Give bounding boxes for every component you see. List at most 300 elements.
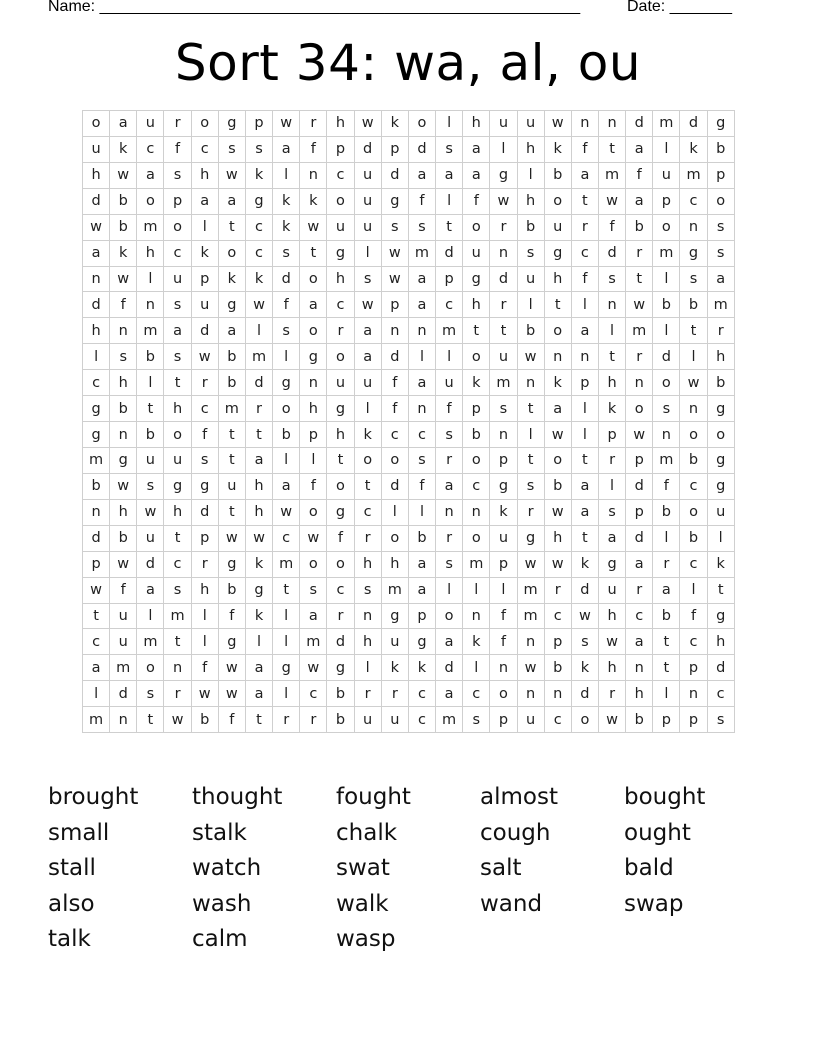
word-list-item: stalk bbox=[192, 819, 247, 846]
grid-cell: o bbox=[490, 681, 517, 707]
grid-cell: r bbox=[436, 447, 463, 473]
grid-cell: n bbox=[680, 214, 707, 240]
grid-cell: r bbox=[300, 111, 327, 137]
grid-cell: g bbox=[164, 473, 191, 499]
grid-cell: u bbox=[137, 111, 164, 137]
grid-cell: m bbox=[137, 214, 164, 240]
grid-row bbox=[83, 707, 735, 733]
grid-cell: n bbox=[598, 292, 625, 318]
grid-cell: p bbox=[680, 707, 707, 733]
grid-cell: d bbox=[490, 266, 517, 292]
grid-cell: g bbox=[490, 162, 517, 188]
grid-cell: w bbox=[598, 629, 625, 655]
word-list-item: stall bbox=[48, 855, 96, 882]
grid-cell: b bbox=[653, 292, 680, 318]
grid-cell: w bbox=[598, 188, 625, 214]
grid-cell: w bbox=[680, 370, 707, 396]
grid-cell: h bbox=[517, 188, 544, 214]
grid-cell: d bbox=[381, 473, 408, 499]
grid-cell: w bbox=[626, 292, 653, 318]
grid-cell: o bbox=[463, 344, 490, 370]
grid-cell: b bbox=[680, 292, 707, 318]
word-search-grid bbox=[82, 110, 735, 733]
grid-cell: o bbox=[300, 499, 327, 525]
grid-cell: m bbox=[598, 162, 625, 188]
grid-cell: o bbox=[653, 370, 680, 396]
grid-row bbox=[83, 422, 735, 448]
grid-cell: m bbox=[164, 603, 191, 629]
grid-cell: h bbox=[110, 499, 137, 525]
grid-cell: c bbox=[707, 681, 734, 707]
grid-cell: c bbox=[354, 499, 381, 525]
grid-cell: u bbox=[490, 111, 517, 137]
grid-cell: b bbox=[83, 473, 110, 499]
grid-cell: s bbox=[408, 447, 435, 473]
grid-cell: h bbox=[300, 396, 327, 422]
grid-cell: k bbox=[218, 266, 245, 292]
page-title: Sort 34: wa, al, ou bbox=[174, 34, 642, 92]
grid-cell: t bbox=[327, 447, 354, 473]
grid-cell: u bbox=[490, 344, 517, 370]
grid-cell: g bbox=[381, 603, 408, 629]
grid-cell: l bbox=[408, 499, 435, 525]
grid-cell: o bbox=[83, 111, 110, 137]
grid-cell: w bbox=[544, 422, 571, 448]
grid-cell: n bbox=[517, 370, 544, 396]
grid-cell: a bbox=[436, 162, 463, 188]
grid-cell: f bbox=[381, 370, 408, 396]
grid-cell: r bbox=[653, 551, 680, 577]
grid-row bbox=[83, 370, 735, 396]
grid-cell: a bbox=[463, 136, 490, 162]
grid-cell: g bbox=[707, 473, 734, 499]
grid-cell: s bbox=[571, 629, 598, 655]
grid-cell: n bbox=[598, 111, 625, 137]
grid-cell: m bbox=[517, 603, 544, 629]
grid-cell: c bbox=[680, 188, 707, 214]
grid-cell: g bbox=[327, 499, 354, 525]
grid-cell: m bbox=[490, 370, 517, 396]
grid-cell: b bbox=[707, 136, 734, 162]
grid-cell: l bbox=[680, 344, 707, 370]
grid-cell: g bbox=[191, 473, 218, 499]
grid-cell: s bbox=[164, 344, 191, 370]
grid-cell: t bbox=[653, 655, 680, 681]
grid-cell: k bbox=[571, 551, 598, 577]
grid-row bbox=[83, 318, 735, 344]
grid-cell: s bbox=[164, 292, 191, 318]
grid-cell: f bbox=[598, 214, 625, 240]
grid-cell: k bbox=[273, 214, 300, 240]
grid-cell: p bbox=[653, 188, 680, 214]
grid-cell: p bbox=[626, 499, 653, 525]
grid-cell: n bbox=[164, 655, 191, 681]
grid-cell: c bbox=[680, 551, 707, 577]
grid-cell: f bbox=[164, 136, 191, 162]
grid-cell: h bbox=[544, 525, 571, 551]
grid-cell: r bbox=[517, 499, 544, 525]
grid-cell: m bbox=[300, 629, 327, 655]
word-list-item: chalk bbox=[336, 819, 398, 846]
grid-cell: k bbox=[463, 370, 490, 396]
grid-cell: s bbox=[381, 214, 408, 240]
grid-cell: s bbox=[517, 473, 544, 499]
grid-cell: r bbox=[626, 344, 653, 370]
grid-cell: c bbox=[83, 370, 110, 396]
grid-cell: r bbox=[626, 240, 653, 266]
grid-cell: b bbox=[544, 655, 571, 681]
grid-cell: t bbox=[218, 447, 245, 473]
word-list-item: almost bbox=[480, 784, 558, 810]
grid-row bbox=[83, 396, 735, 422]
grid-cell: g bbox=[408, 629, 435, 655]
grid-cell: b bbox=[626, 214, 653, 240]
grid-cell: u bbox=[137, 447, 164, 473]
grid-cell: t bbox=[245, 422, 272, 448]
grid-cell: l bbox=[273, 344, 300, 370]
grid-cell: o bbox=[354, 447, 381, 473]
grid-cell: n bbox=[653, 422, 680, 448]
grid-cell: l bbox=[137, 370, 164, 396]
grid-cell: d bbox=[191, 499, 218, 525]
grid-cell: b bbox=[680, 447, 707, 473]
word-list-item: cough bbox=[480, 819, 551, 846]
grid-cell: u bbox=[490, 525, 517, 551]
grid-cell: d bbox=[137, 551, 164, 577]
grid-cell: b bbox=[137, 422, 164, 448]
grid-cell: a bbox=[273, 136, 300, 162]
grid-cell: n bbox=[436, 499, 463, 525]
grid-cell: h bbox=[245, 473, 272, 499]
grid-cell: w bbox=[245, 292, 272, 318]
grid-cell: p bbox=[490, 551, 517, 577]
grid-cell: g bbox=[707, 396, 734, 422]
grid-cell: a bbox=[218, 188, 245, 214]
grid-cell: h bbox=[83, 162, 110, 188]
grid-cell: r bbox=[164, 681, 191, 707]
grid-cell: a bbox=[571, 162, 598, 188]
grid-cell: s bbox=[191, 447, 218, 473]
grid-cell: f bbox=[110, 292, 137, 318]
grid-cell: a bbox=[218, 318, 245, 344]
grid-cell: t bbox=[273, 577, 300, 603]
grid-cell: w bbox=[598, 707, 625, 733]
grid-cell: a bbox=[626, 136, 653, 162]
grid-cell: c bbox=[191, 136, 218, 162]
grid-cell: r bbox=[164, 111, 191, 137]
grid-cell: t bbox=[544, 292, 571, 318]
grid-cell: p bbox=[680, 655, 707, 681]
grid-cell: h bbox=[707, 344, 734, 370]
grid-cell: w bbox=[571, 603, 598, 629]
grid-cell: g bbox=[517, 525, 544, 551]
grid-cell: c bbox=[680, 629, 707, 655]
grid-cell: u bbox=[110, 629, 137, 655]
grid-cell: a bbox=[463, 162, 490, 188]
word-list-item: watch bbox=[192, 855, 262, 882]
grid-cell: f bbox=[381, 396, 408, 422]
grid-cell: m bbox=[218, 396, 245, 422]
grid-row bbox=[83, 577, 735, 603]
grid-cell: f bbox=[300, 136, 327, 162]
grid-cell: h bbox=[517, 136, 544, 162]
grid-cell: m bbox=[381, 577, 408, 603]
grid-cell: n bbox=[544, 681, 571, 707]
grid-cell: a bbox=[436, 681, 463, 707]
grid-cell: k bbox=[571, 655, 598, 681]
grid-cell: h bbox=[626, 681, 653, 707]
grid-cell: n bbox=[381, 318, 408, 344]
word-list-item: swat bbox=[336, 855, 390, 882]
grid-cell: r bbox=[490, 292, 517, 318]
grid-cell: d bbox=[245, 370, 272, 396]
grid-cell: t bbox=[598, 136, 625, 162]
grid-cell: a bbox=[408, 162, 435, 188]
grid-cell: c bbox=[463, 473, 490, 499]
grid-cell: h bbox=[327, 111, 354, 137]
grid-cell: l bbox=[354, 655, 381, 681]
grid-cell: m bbox=[83, 707, 110, 733]
grid-cell: d bbox=[381, 162, 408, 188]
grid-cell: b bbox=[408, 525, 435, 551]
grid-cell: c bbox=[245, 240, 272, 266]
grid-cell: a bbox=[408, 292, 435, 318]
grid-cell: m bbox=[83, 447, 110, 473]
grid-cell: w bbox=[354, 111, 381, 137]
grid-cell: h bbox=[381, 551, 408, 577]
grid-cell: l bbox=[436, 111, 463, 137]
grid-cell: u bbox=[164, 447, 191, 473]
grid-row bbox=[83, 292, 735, 318]
grid-cell: p bbox=[490, 447, 517, 473]
grid-cell: l bbox=[517, 422, 544, 448]
word-list-item: wand bbox=[480, 890, 543, 917]
grid-cell: s bbox=[110, 344, 137, 370]
grid-cell: l bbox=[490, 577, 517, 603]
grid-cell: s bbox=[245, 136, 272, 162]
grid-cell: b bbox=[218, 577, 245, 603]
grid-cell: o bbox=[164, 422, 191, 448]
grid-cell: k bbox=[245, 603, 272, 629]
grid-cell: a bbox=[598, 525, 625, 551]
grid-cell: u bbox=[517, 707, 544, 733]
grid-cell: a bbox=[300, 292, 327, 318]
grid-cell: b bbox=[110, 396, 137, 422]
grid-cell: p bbox=[164, 188, 191, 214]
grid-cell: k bbox=[490, 499, 517, 525]
grid-cell: a bbox=[544, 396, 571, 422]
grid-cell: n bbox=[137, 292, 164, 318]
grid-row bbox=[83, 681, 735, 707]
grid-cell: u bbox=[354, 188, 381, 214]
grid-cell: o bbox=[327, 551, 354, 577]
grid-cell: k bbox=[245, 266, 272, 292]
grid-cell: p bbox=[408, 603, 435, 629]
grid-cell: s bbox=[218, 136, 245, 162]
grid-cell: w bbox=[381, 266, 408, 292]
grid-cell: d bbox=[436, 240, 463, 266]
grid-cell: a bbox=[626, 629, 653, 655]
grid-cell: p bbox=[598, 422, 625, 448]
grid-cell: h bbox=[463, 111, 490, 137]
grid-cell: l bbox=[653, 136, 680, 162]
grid-cell: r bbox=[191, 370, 218, 396]
grid-cell: a bbox=[408, 266, 435, 292]
grid-cell: r bbox=[300, 707, 327, 733]
grid-cell: w bbox=[218, 525, 245, 551]
grid-cell: g bbox=[381, 188, 408, 214]
grid-cell: w bbox=[191, 681, 218, 707]
grid-cell: b bbox=[463, 422, 490, 448]
grid-cell: g bbox=[598, 551, 625, 577]
grid-cell: n bbox=[490, 422, 517, 448]
grid-cell: w bbox=[191, 344, 218, 370]
grid-cell: p bbox=[300, 422, 327, 448]
word-list-item: ought bbox=[624, 819, 691, 846]
grid-cell: o bbox=[381, 525, 408, 551]
grid-cell: p bbox=[571, 370, 598, 396]
grid-cell: r bbox=[707, 318, 734, 344]
grid-cell: k bbox=[273, 188, 300, 214]
grid-cell: m bbox=[137, 629, 164, 655]
grid-cell: d bbox=[83, 525, 110, 551]
grid-cell: f bbox=[436, 396, 463, 422]
grid-cell: u bbox=[354, 370, 381, 396]
grid-cell: s bbox=[408, 214, 435, 240]
grid-cell: k bbox=[408, 655, 435, 681]
grid-cell: o bbox=[137, 188, 164, 214]
grid-cell: o bbox=[218, 240, 245, 266]
grid-cell: m bbox=[626, 318, 653, 344]
grid-row bbox=[83, 525, 735, 551]
grid-cell: u bbox=[137, 525, 164, 551]
grid-cell: b bbox=[110, 525, 137, 551]
grid-cell: t bbox=[137, 396, 164, 422]
grid-cell: t bbox=[571, 525, 598, 551]
grid-cell: l bbox=[436, 188, 463, 214]
grid-cell: k bbox=[110, 240, 137, 266]
grid-cell: h bbox=[245, 499, 272, 525]
grid-cell: u bbox=[436, 370, 463, 396]
grid-cell: h bbox=[164, 396, 191, 422]
grid-cell: w bbox=[110, 473, 137, 499]
grid-row bbox=[83, 111, 735, 137]
grid-cell: b bbox=[680, 525, 707, 551]
grid-cell: s bbox=[354, 577, 381, 603]
grid-cell: c bbox=[544, 707, 571, 733]
grid-cell: c bbox=[436, 292, 463, 318]
grid-cell: a bbox=[273, 473, 300, 499]
grid-cell: g bbox=[300, 344, 327, 370]
grid-cell: n bbox=[680, 396, 707, 422]
grid-cell: n bbox=[680, 681, 707, 707]
grid-cell: u bbox=[517, 266, 544, 292]
grid-cell: o bbox=[463, 214, 490, 240]
grid-cell: l bbox=[83, 344, 110, 370]
grid-cell: m bbox=[653, 111, 680, 137]
grid-cell: n bbox=[300, 162, 327, 188]
grid-cell: c bbox=[273, 525, 300, 551]
grid-cell: l bbox=[463, 655, 490, 681]
grid-row bbox=[83, 214, 735, 240]
grid-cell: h bbox=[137, 240, 164, 266]
grid-cell: n bbox=[626, 370, 653, 396]
word-list-item: salt bbox=[480, 855, 522, 882]
grid-cell: t bbox=[164, 370, 191, 396]
grid-cell: h bbox=[164, 499, 191, 525]
grid-row bbox=[83, 551, 735, 577]
grid-row bbox=[83, 473, 735, 499]
grid-cell: g bbox=[83, 422, 110, 448]
grid-cell: o bbox=[680, 422, 707, 448]
grid-cell: g bbox=[83, 396, 110, 422]
grid-cell: f bbox=[463, 188, 490, 214]
grid-cell: k bbox=[245, 162, 272, 188]
grid-cell: a bbox=[245, 681, 272, 707]
grid-cell: l bbox=[354, 240, 381, 266]
grid-cell: b bbox=[544, 162, 571, 188]
grid-cell: t bbox=[571, 188, 598, 214]
grid-cell: f bbox=[571, 136, 598, 162]
grid-cell: d bbox=[273, 266, 300, 292]
grid-row bbox=[83, 266, 735, 292]
grid-cell: o bbox=[273, 396, 300, 422]
grid-cell: g bbox=[245, 188, 272, 214]
grid-cell: s bbox=[598, 499, 625, 525]
grid-row bbox=[83, 499, 735, 525]
grid-cell: l bbox=[273, 681, 300, 707]
grid-cell: g bbox=[273, 370, 300, 396]
grid-cell: d bbox=[626, 111, 653, 137]
grid-cell: l bbox=[408, 344, 435, 370]
grid-cell: a bbox=[571, 499, 598, 525]
grid-cell: l bbox=[571, 292, 598, 318]
grid-cell: n bbox=[517, 681, 544, 707]
grid-cell: u bbox=[164, 266, 191, 292]
grid-cell: f bbox=[408, 473, 435, 499]
grid-cell: h bbox=[354, 629, 381, 655]
grid-cell: d bbox=[110, 681, 137, 707]
grid-cell: n bbox=[408, 318, 435, 344]
grid-cell: m bbox=[137, 318, 164, 344]
grid-cell: w bbox=[218, 681, 245, 707]
grid-cell: l bbox=[653, 681, 680, 707]
grid-cell: u bbox=[327, 214, 354, 240]
grid-cell: n bbox=[83, 499, 110, 525]
grid-cell: n bbox=[490, 240, 517, 266]
grid-cell: w bbox=[110, 266, 137, 292]
grid-cell: d bbox=[571, 681, 598, 707]
grid-cell: g bbox=[218, 551, 245, 577]
grid-cell: s bbox=[598, 266, 625, 292]
grid-cell: a bbox=[245, 447, 272, 473]
grid-cell: d bbox=[598, 240, 625, 266]
grid-cell: a bbox=[83, 655, 110, 681]
grid-cell: m bbox=[110, 655, 137, 681]
grid-cell: s bbox=[490, 396, 517, 422]
grid-cell: c bbox=[463, 681, 490, 707]
grid-cell: g bbox=[490, 473, 517, 499]
grid-cell: w bbox=[245, 525, 272, 551]
grid-cell: k bbox=[544, 136, 571, 162]
grid-cell: k bbox=[381, 655, 408, 681]
grid-cell: c bbox=[137, 136, 164, 162]
grid-cell: f bbox=[273, 292, 300, 318]
grid-cell: c bbox=[164, 240, 191, 266]
grid-cell: l bbox=[245, 629, 272, 655]
grid-cell: p bbox=[191, 525, 218, 551]
grid-cell: d bbox=[83, 188, 110, 214]
